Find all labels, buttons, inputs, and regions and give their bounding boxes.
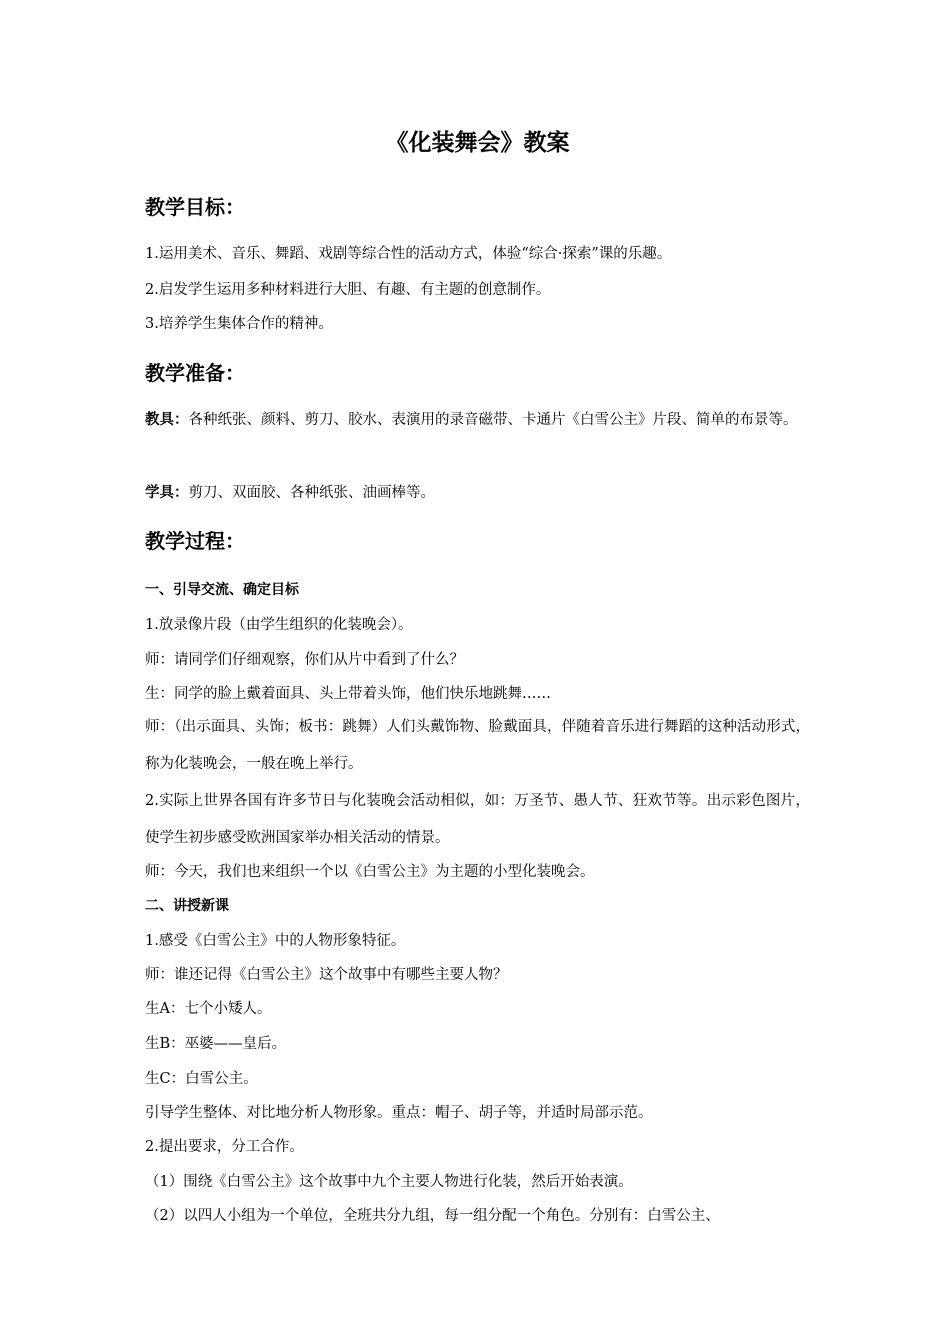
section2-line-4: 生B：巫婆——皇后。 bbox=[145, 1036, 287, 1052]
goal-item-1: 1.运用美术、音乐、舞蹈、戏剧等综合性的活动方式，体验“综合·探索”课的乐趣。 bbox=[145, 246, 672, 262]
section1-title: 一、引导交流、确定目标 bbox=[145, 582, 299, 598]
section1-line-6: 师：今天，我们也来组织一个以《白雪公主》为主题的小型化装晚会。 bbox=[145, 864, 595, 880]
document-title: 《化装舞会》教案 bbox=[385, 130, 570, 156]
section1-line-2: 师：请同学们仔细观察，你们从片中看到了什么？ bbox=[145, 652, 464, 668]
teacher-tools-text: 各种纸张、颜料、剪刀、胶水、表演用的录音磁带、卡通片《白雪公主》片段、简单的布景等。 bbox=[188, 412, 798, 428]
teacher-tools-label: 教具： bbox=[145, 412, 189, 428]
section2-line-6: 引导学生整体、对比地分析人物形象。重点：帽子、胡子等，并适时局部示范。 bbox=[145, 1105, 653, 1121]
section2-line-2: 师：谁还记得《白雪公主》这个故事中有哪些主要人物？ bbox=[145, 967, 508, 983]
section2-line-3: 生A：七个小矮人。 bbox=[145, 1001, 272, 1017]
section2-line-9: （2）以四人小组为一个单位，全班共分九组，每一组分配一个角色。分别有：白雪公主、 bbox=[145, 1208, 720, 1224]
goal-item-2: 2.启发学生运用多种材料进行大胆、有趣、有主题的创意制作。 bbox=[145, 282, 551, 298]
section1-line-4: 师：（出示面具、头饰；板书：跳舞）人们头戴饰物、脸戴面具，伴随着音乐进行舞蹈的这种活动形式，称为化装晚会，一般在晚上举行。 bbox=[145, 719, 810, 772]
section2-line-5: 生C：白雪公主。 bbox=[145, 1071, 258, 1087]
section1-line-3: 生：同学的脸上戴着面具、头上带着头饰，他们快乐地跳舞…… bbox=[145, 686, 551, 702]
section2-title: 二、讲授新课 bbox=[145, 898, 229, 914]
goal-item-3: 3.培养学生集体合作的精神。 bbox=[145, 316, 333, 332]
section2-line-8: （1）围绕《白雪公主》这个故事中九个主要人物进行化装，然后开始表演。 bbox=[145, 1174, 633, 1190]
section1-line-1: 1.放录像片段（由学生组织的化装晚会）。 bbox=[145, 617, 413, 633]
process-heading: 教学过程： bbox=[145, 529, 245, 553]
prep-student-tools bbox=[145, 482, 810, 504]
goals-heading: 教学目标： bbox=[145, 195, 245, 219]
student-tools-label: 学具： bbox=[145, 485, 189, 501]
prep-heading: 教学准备： bbox=[145, 361, 245, 385]
section2-line-7: 2.提出要求，分工合作。 bbox=[145, 1139, 304, 1155]
section2-line-1: 1.感受《白雪公主》中的人物形象特征。 bbox=[145, 933, 406, 949]
prep-teacher-tools bbox=[145, 402, 810, 439]
section1-line-5: 2.实际上世界各国有许多节日与化装晚会活动相似，如：万圣节、愚人节、狂欢节等。出示彩色图片，使学生初步感受欧洲国家举办相关活动的情景。 bbox=[145, 793, 810, 846]
student-tools-text: 剪刀、双面胶、各种纸张、油画棒等。 bbox=[188, 485, 435, 501]
